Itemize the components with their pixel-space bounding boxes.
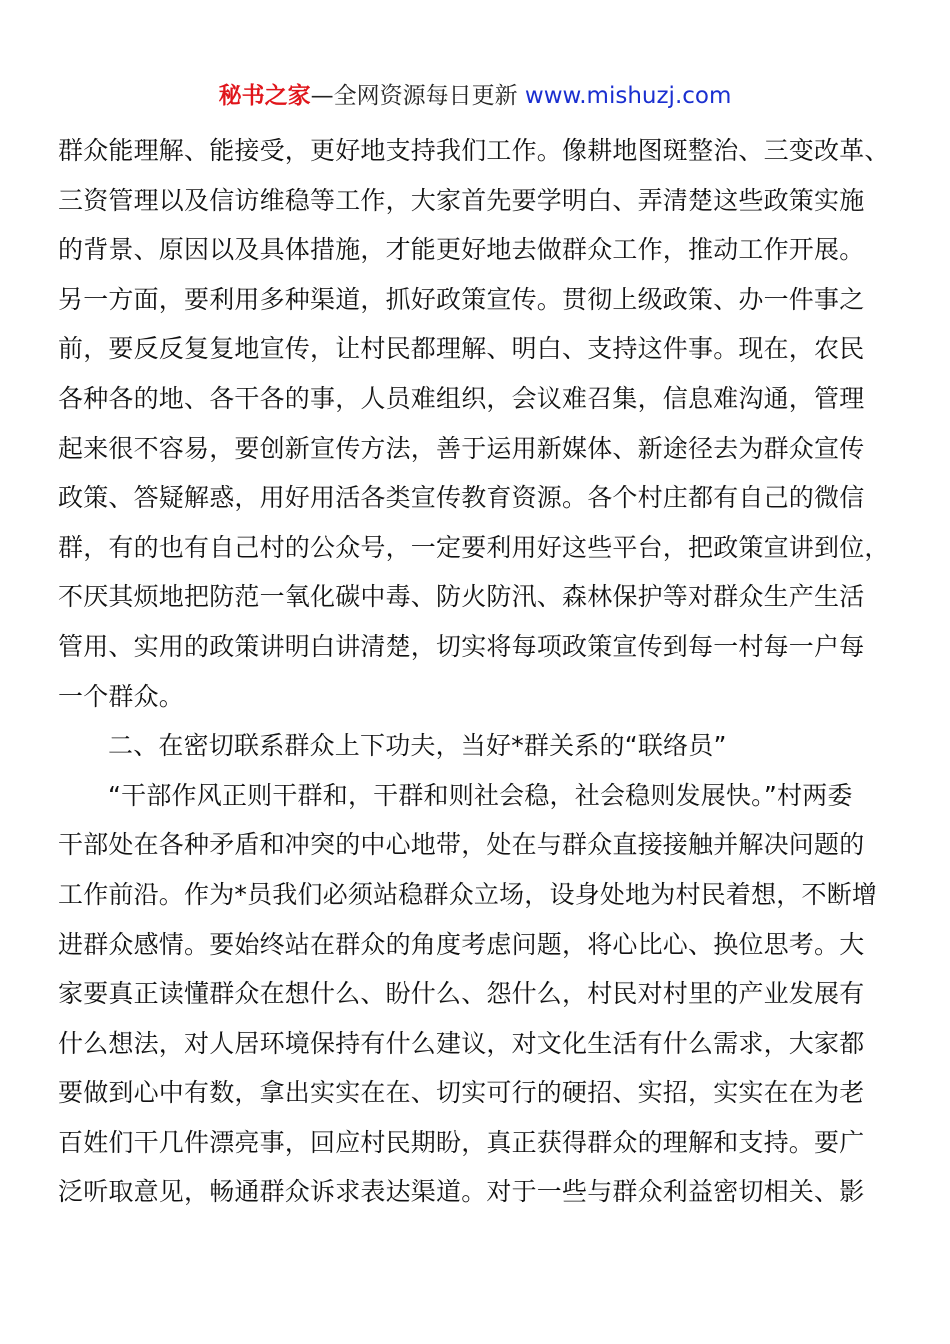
text-line: 百姓们干几件漂亮事，回应村民期盼，真正获得群众的理解和支持。要广: [58, 1127, 865, 1157]
text-line: 工作前沿。作为*员我们必须站稳群众立场，设身处地为村民着想，不断增: [58, 879, 878, 909]
text-line: 一个群众。: [58, 681, 185, 711]
text-line: 什么想法，对人居环境保持有什么建议，对文化生活有什么需求，大家都: [58, 1028, 865, 1058]
text-line: 群众能理解、能接受，更好地支持我们工作。像耕地图斑整治、三变改革、: [58, 136, 890, 165]
text-line: 泛听取意见，畅通群众诉求表达渠道。对于一些与群众利益密切相关、影: [58, 1177, 865, 1207]
document-body: [58, 126, 908, 1217]
text-line: 政策、答疑解惑，用好用活各类宣传教育资源。各个村庄都有自己的微信: [58, 483, 865, 513]
watermark-header: [0, 80, 950, 112]
text-line: 前，要反反复复地宣传，让村民都理解、明白、支持这件事。现在，农民: [58, 334, 865, 364]
text-line: 另一方面，要利用多种渠道，抓好政策宣传。贯彻上级政策、办一件事之: [58, 284, 865, 314]
text-line: 干部处在各种矛盾和冲突的中心地带，处在与群众直接接触并解决问题的: [58, 830, 865, 860]
text-line: 管用、实用的政策讲明白讲清楚，切实将每项政策宣传到每一村每一户每: [58, 631, 865, 661]
text-line: 起来很不容易，要创新宣传方法，善于运用新媒体、新途径去为群众宣传: [58, 433, 865, 463]
text-line: “干部作风正则干群和，干群和则社会稳，社会稳则发展快。”村两委: [108, 780, 853, 810]
header-tagline: —全网资源每日更新: [310, 83, 518, 109]
text-line: 各种各的地、各干各的事，人员难组织，会议难召集，信息难沟通，管理: [58, 383, 865, 413]
text-line: 三资管理以及信访维稳等工作，大家首先要学明白、弄清楚这些政策实施: [58, 185, 865, 215]
text-line: 要做到心中有数，拿出实实在在、切实可行的硬招、实招，实实在在为老: [58, 1078, 865, 1108]
section-heading: 二、在密切联系群众上下功夫，当好*群关系的“联络员”: [108, 731, 727, 761]
text-line: 家要真正读懂群众在想什么、盼什么、怨什么，村民对村里的产业发展有: [58, 979, 865, 1009]
text-line: 群，有的也有自己村的公众号，一定要利用好这些平台，把政策宣讲到位，: [58, 532, 890, 562]
text-line: 的背景、原因以及具体措施，才能更好地去做群众工作，推动工作开展。: [58, 235, 865, 265]
brand-name: 秘书之家: [218, 83, 311, 109]
site-url-link[interactable]: www.mishuzj.com: [524, 83, 732, 109]
text-line: 进群众感情。要始终站在群众的角度考虑问题，将心比心、换位思考。大: [58, 929, 865, 959]
text-line: 不厌其烦地把防范一氧化碳中毒、防火防汛、森林保护等对群众生产生活: [58, 582, 865, 612]
